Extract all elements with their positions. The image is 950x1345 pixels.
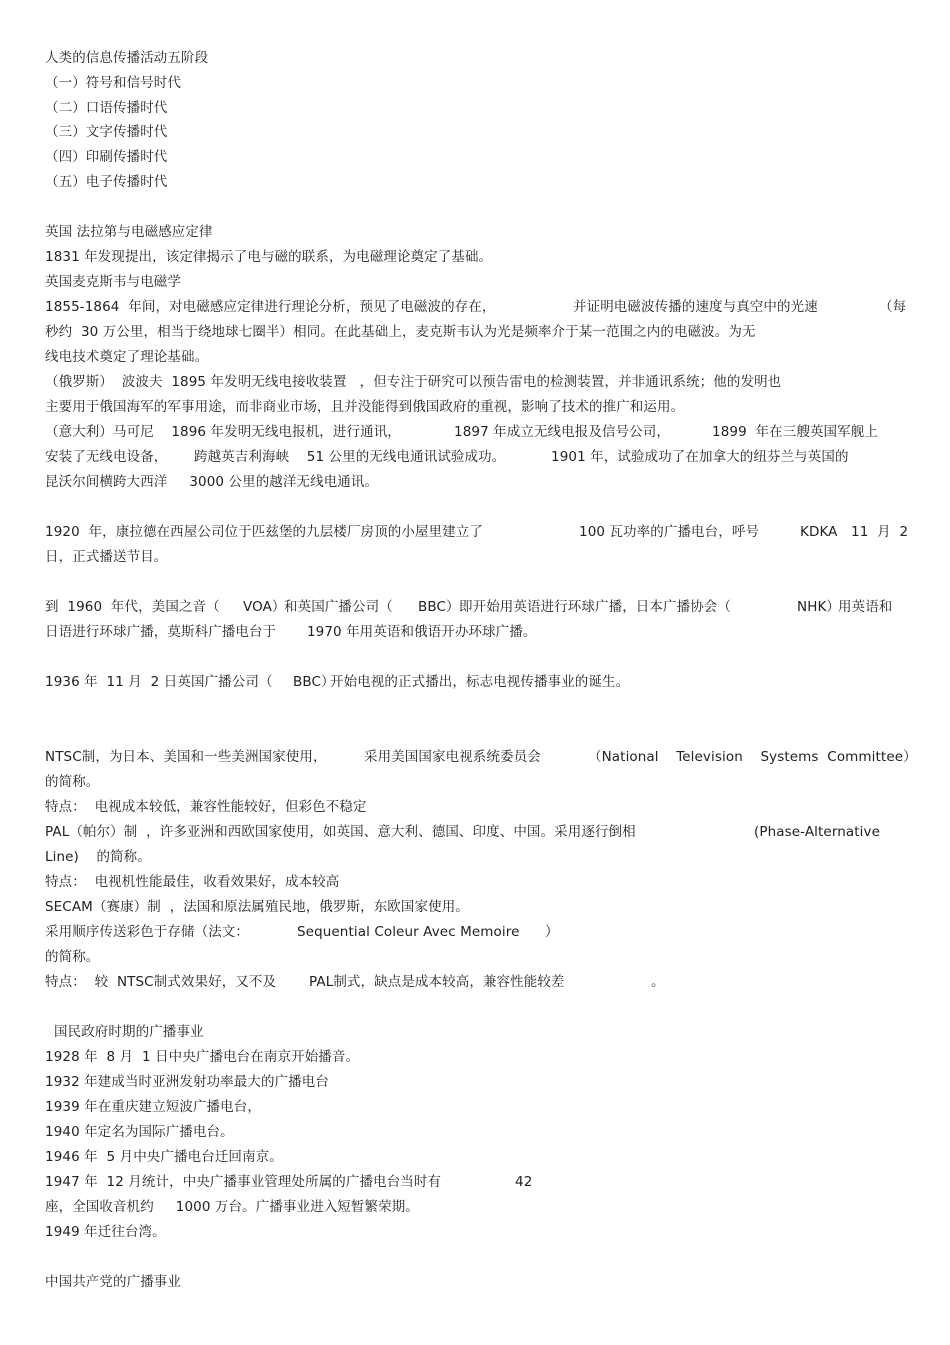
maxwell-paragraph-line (45, 323, 756, 341)
pal-features (45, 873, 339, 891)
text-run: 42 (515, 1174, 533, 1190)
text-run: 座，全国收音机约 1000 万台。广播事业进入短暂繁荣期。 (45, 1199, 419, 1215)
maxwell-paragraph-line (45, 298, 495, 316)
popov-paragraph-line (45, 373, 781, 391)
global-radio-line (459, 598, 731, 616)
maxwell-paragraph-line (45, 348, 208, 366)
text-run: 跨越英吉利海峡 51 公里的无线电通讯试验成功。 (194, 449, 506, 465)
text-run: 用英语和 (838, 599, 893, 615)
ntsc-line (45, 773, 99, 791)
ntsc-line (588, 748, 917, 766)
text-run: 1947 年 12 月统计，中央广播事业管理处所属的广播电台当时有 (45, 1174, 442, 1190)
ntsc-line (364, 748, 541, 766)
pal-line (754, 823, 880, 841)
text-run: （每 (879, 299, 907, 315)
text-run: Sequential Coleur Avec Memoire (297, 924, 520, 940)
faraday-heading (45, 223, 213, 241)
global-radio-line (797, 598, 840, 616)
text-run: 1946 年 5 月中央广播电台迁回南京。 (45, 1149, 283, 1165)
stage-item-text: （二）口语传播时代 (45, 100, 168, 116)
text-run: 采用美国国家电视系统委员会 (364, 749, 541, 765)
pal-line (45, 848, 151, 866)
text-run: VOA） (243, 599, 286, 615)
stage-item-text: （三）文字传播时代 (45, 124, 168, 140)
global-radio-line (243, 598, 286, 616)
kdka-paragraph-line (579, 523, 759, 541)
stage-item (45, 99, 167, 117)
text-run: 日语进行环球广播，莫斯科广播电台于 1970 年用英语和俄语开办环球广播。 (45, 624, 537, 640)
kmt-radio-line (45, 1098, 261, 1116)
secam-line (45, 923, 249, 941)
global-radio-line (838, 598, 892, 616)
text-run: 日，正式播送节目。 (45, 549, 168, 565)
text-run: 。 (651, 974, 665, 990)
maxwell-paragraph-line (879, 298, 906, 316)
text-run: 线电技术奠定了理论基础。 (45, 349, 209, 365)
text-run: 和英国广播公司（ (284, 599, 393, 615)
kmt-radio-line (45, 1073, 329, 1091)
text-run: 即开始用英语进行环球广播，日本广播协会（ (459, 599, 731, 615)
secam-features (45, 973, 276, 991)
text-run: 1897 年成立无线电报及信号公司， (454, 424, 670, 440)
text-run: NTSC制，为日本、美国和一些美洲国家使用， (45, 749, 327, 765)
marconi-paragraph-line (45, 423, 401, 441)
stage-item-text: （五）电子传播时代 (45, 174, 168, 190)
text-run: 1855-1864 年间，对电磁感应定律进行理论分析，预见了电磁波的存在， (45, 299, 496, 315)
kdka-paragraph-line (851, 523, 908, 541)
marconi-paragraph-line (551, 448, 849, 466)
global-radio-line (284, 598, 393, 616)
marconi-paragraph-line (45, 473, 378, 491)
text-run: 昆沃尔间横跨大西洋 3000 公里的越洋无线电通讯。 (45, 474, 379, 490)
text-run: 特点： 较 NTSC制式效果好，又不及 (45, 974, 277, 990)
secam-line (45, 898, 469, 916)
kmt-radio-heading (54, 1023, 204, 1041)
text-run: 100 瓦功率的广播电台，呼号 (579, 524, 760, 540)
kdka-paragraph-line (45, 523, 483, 541)
text-run: 特点： 电视成本较低，兼容性能较好，但彩色不稳定 (45, 799, 367, 815)
text-run: BBC） (293, 674, 335, 690)
kmt-radio-line (45, 1123, 234, 1141)
text-run: NHK） (797, 599, 841, 615)
text-run: 特点： 电视机性能最佳，收看效果好，成本较高 (45, 874, 340, 890)
ntsc-line (45, 748, 327, 766)
kmt-radio-line (45, 1198, 419, 1216)
faraday-text-span: 1831 年发现提出，该定律揭示了电与磁的联系，为电磁理论奠定了基础。 (45, 249, 493, 265)
marconi-paragraph-line (194, 448, 505, 466)
stage-item-text: （四）印刷传播时代 (45, 149, 168, 165)
text-run: PAL（帕尔）制 ，许多亚洲和西欧国家使用，如英国、意大利、德国、印度、中国。采用逐行倒相 (45, 824, 636, 840)
maxwell-heading-text: 英国麦克斯韦与电磁学 (45, 274, 181, 290)
text-run: 中国共产党的广播事业 (45, 1274, 181, 1290)
text-run: （National Television Systems Committee） (588, 749, 917, 765)
stage-item (45, 123, 167, 141)
kmt-radio-line (45, 1048, 359, 1066)
ccp-radio-heading (45, 1273, 181, 1291)
secam-features (309, 973, 565, 991)
stage-item (45, 173, 167, 191)
tv-birth-line (293, 673, 335, 691)
popov-paragraph-line (45, 398, 684, 416)
stage-item (45, 148, 167, 166)
tv-birth-line (45, 673, 273, 691)
text-run: 1936 年 11 月 2 日英国广播公司（ (45, 674, 273, 690)
text-run: 1899 年在三艘英国军舰上 (712, 424, 878, 440)
secam-line (45, 948, 99, 966)
secam-features (651, 973, 665, 991)
text-run: Line) 的简称。 (45, 849, 151, 865)
text-run: SECAM（赛康）制 ，法国和原法属殖民地，俄罗斯，东欧国家使用。 (45, 899, 469, 915)
kmt-radio-line (45, 1173, 441, 1191)
text-run: 1939 年在重庆建立短波广播电台， (45, 1099, 261, 1115)
text-run: PAL制式，缺点是成本较高，兼容性能较差 (309, 974, 565, 990)
text-run: 国民政府时期的广播事业 (54, 1024, 204, 1040)
text-run: 的简称。 (45, 949, 100, 965)
text-run: 到 1960 年代，美国之音（ (45, 599, 220, 615)
text-run: 1940 年定名为国际广播电台。 (45, 1124, 234, 1140)
tv-birth-line (330, 673, 629, 691)
text-run: 1932 年建成当时亚洲发射功率最大的广播电台 (45, 1074, 329, 1090)
secam-line (297, 923, 520, 941)
marconi-paragraph-line (45, 448, 167, 466)
marconi-paragraph-line (712, 423, 878, 441)
maxwell-heading (45, 273, 181, 291)
kdka-paragraph-line (800, 523, 838, 541)
text-run: 1928 年 8 月 1 日中央广播电台在南京开始播音。 (45, 1049, 360, 1065)
marconi-paragraph-line (454, 423, 670, 441)
text-run: 开始电视的正式播出，标志电视传播事业的诞生。 (330, 674, 630, 690)
text-run: 1920 年，康拉德在西屋公司位于匹兹堡的九层楼厂房顶的小屋里建立了 (45, 524, 483, 540)
global-radio-line (418, 598, 460, 616)
stage-item (45, 74, 181, 92)
text-run: 1949 年迁往台湾。 (45, 1224, 166, 1240)
secam-line (545, 923, 559, 941)
maxwell-paragraph-line (573, 298, 818, 316)
text-run: 1901 年，试验成功了在加拿大的纽芬兰与英国的 (551, 449, 849, 465)
ntsc-features (45, 798, 367, 816)
kmt-radio-line (45, 1223, 166, 1241)
text-run: 并证明电磁波传播的速度与真空中的光速 (573, 299, 818, 315)
text-run: （俄罗斯） 波波夫 1895 年发明无线电接收装置 ，但专注于研究可以预告雷电的检测装置，并非通讯系统；他的发明也 (45, 374, 782, 390)
stages-title-text: 人类的信息传播活动五阶段 (45, 50, 209, 66)
text-run: 安装了无线电设备， (45, 449, 168, 465)
text-run: 采用顺序传送彩色于存储（法文： (45, 924, 249, 940)
kmt-radio-line (515, 1173, 532, 1191)
text-run: (Phase-Alternative (754, 824, 881, 840)
text-run: （意大利）马可尼 1896 年发明无线电报机，进行通讯， (45, 424, 401, 440)
faraday-heading-text: 英国 法拉第与电磁感应定律 (45, 224, 213, 240)
global-radio-line (45, 623, 537, 641)
text-run: KDKA (800, 524, 838, 540)
text-run: BBC） (418, 599, 460, 615)
stage-item-text: （一）符号和信号时代 (45, 75, 181, 91)
kdka-paragraph-line (45, 548, 167, 566)
kmt-radio-line (45, 1148, 283, 1166)
pal-line (45, 823, 636, 841)
faraday-text (45, 248, 492, 266)
text-run: 的简称。 (45, 774, 100, 790)
text-run: 秒约 30 万公里，相当于绕地球七圈半）相同。在此基础上，麦克斯韦认为光是频率介于某一范围之内的电磁波。为无 (45, 324, 756, 340)
stages-title (45, 49, 208, 67)
text-run: 主要用于俄国海军的军事用途，而非商业市场，且并没能得到俄国政府的重视，影响了技术的推广和运用。 (45, 399, 685, 415)
global-radio-line (45, 598, 220, 616)
text-run: ） (545, 924, 559, 940)
text-run: 11 月 2 (851, 524, 909, 540)
